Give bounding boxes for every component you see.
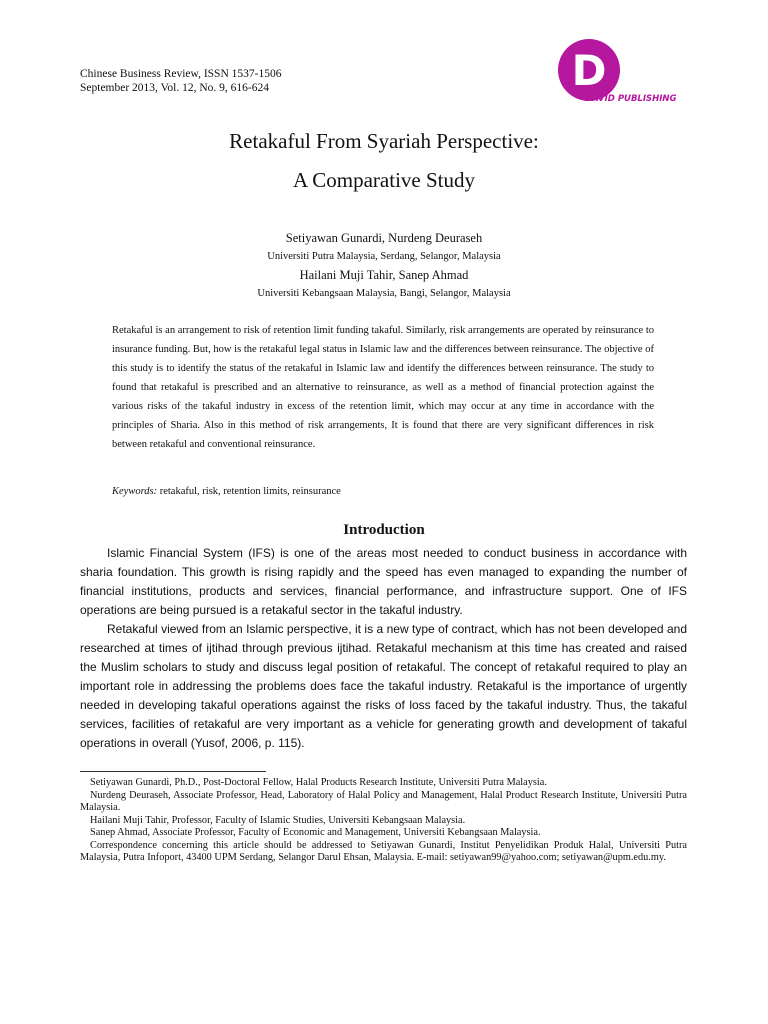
body-paragraph: Retakaful viewed from an Islamic perspective, it is a new type of contract, which has not been developed and researched at times of ijtihad through previous ijtihad. Retakaful mechanism at this time has created and raised the Muslim scholars to study and discuss legal position of retakaful. The concept of retakaful required to play an important role in addressing the problems does face the takaful industry. Retakaful is the importance of urgently needed in developing takaful operations against the risks of loss faced by the takaful industry. Thus, the takaful services, facilities of retakaful are very important as a vehicle for generating growth and development of takaful operations in overall (Yusof, 2006, p. 115). xyxy=(80,622,687,750)
affiliation-group1: Universiti Putra Malaysia, Serdang, Selangor, Malaysia xyxy=(267,251,501,262)
introduction-body xyxy=(80,544,687,753)
footnote: Nurdeng Deuraseh, Associate Professor, Head, Laboratory of Halal Policy and Management, Halal Product Research Institute, Universiti Putra Malaysia. xyxy=(80,789,687,813)
footnotes xyxy=(80,777,687,865)
journal-issue: September 2013, Vol. 12, No. 9, 616-624 xyxy=(80,81,269,94)
journal-issn: Chinese Business Review, ISSN 1537-1506 xyxy=(80,68,282,80)
keywords-list: retakaful, risk, retention limits, reinsurance xyxy=(159,486,341,497)
authors-group1: Setiyawan Gunardi, Nurdeng Deuraseh xyxy=(285,231,483,245)
paper-title-line1: Retakaful From Syariah Perspective: xyxy=(229,129,539,153)
affiliation-group2: Universiti Kebangsaan Malaysia, Bangi, Selangor, Malaysia xyxy=(257,288,511,299)
footnote: Setiyawan Gunardi, Ph.D., Post-Doctoral Fellow, Halal Products Research Institute, Universiti Putra Malaysia. xyxy=(90,777,547,788)
authors-group2: Hailani Muji Tahir, Sanep Ahmad xyxy=(299,268,469,282)
journal-info xyxy=(80,68,281,95)
footnote: Correspondence concerning this article should be addressed to Setiyawan Gunardi, Institut Penyelidikan Produk Halal, Universiti Putra Malaysia, Putra Infoport, 43400 UPM Serdang, Selangor Darul Ehsan, Malaysia. E-mail: setiyawan99@yahoo.com; setiyawan@upm.edu.my. xyxy=(80,839,687,863)
keywords xyxy=(112,483,341,501)
david-publishing-logo xyxy=(552,35,702,105)
logo-letter: D xyxy=(571,46,607,95)
abstract: Retakaful is an arrangement to risk of retention limit funding takaful. Similarly, risk arrangements are operated by reinsurance to insurance funding. But, how is the retakaful legal status in Islamic law and the differences between reinsurance. The objective of this study is to identify the status of the retakaful in Islamic law and identify the differences between reinsurance. The study to found that retakaful is prescribed and an alternative to reinsurance, as well as a method of financial protection against the various risks of the takaful industry in excess of the retention limit, which may occur at any time in accordance with the principles of Sharia. Also in this method of risk arrangements, It is found that there are very significant differences in risk between retakaful and conventional reinsurance. xyxy=(112,325,654,450)
body-paragraph: Islamic Financial System (IFS) is one of the areas most needed to conduct business in accordance with sharia foundation. This growth is rising rapidly and the speed has even managed to expanding the number of financial institutions, products and services, financial performance, and infrastructure support. One of IFS operations are being pursued is a retakaful sector in the takaful industry. xyxy=(80,546,687,617)
paper-title-line2: A Comparative Study xyxy=(293,168,475,192)
section-heading-introduction: Introduction xyxy=(343,522,425,538)
author-block xyxy=(0,229,768,303)
footnote: Hailani Muji Tahir, Professor, Faculty of Islamic Studies, Universiti Kebangsaan Malaysia. xyxy=(90,814,466,826)
logo-text: DAVID PUBLISHING xyxy=(585,94,677,104)
footnote-divider xyxy=(80,771,266,772)
keywords-label: Keywords: xyxy=(112,486,158,497)
footnote: Sanep Ahmad, Associate Professor, Faculty of Economic and Management, Universiti Kebangsaan Malaysia. xyxy=(90,827,541,838)
